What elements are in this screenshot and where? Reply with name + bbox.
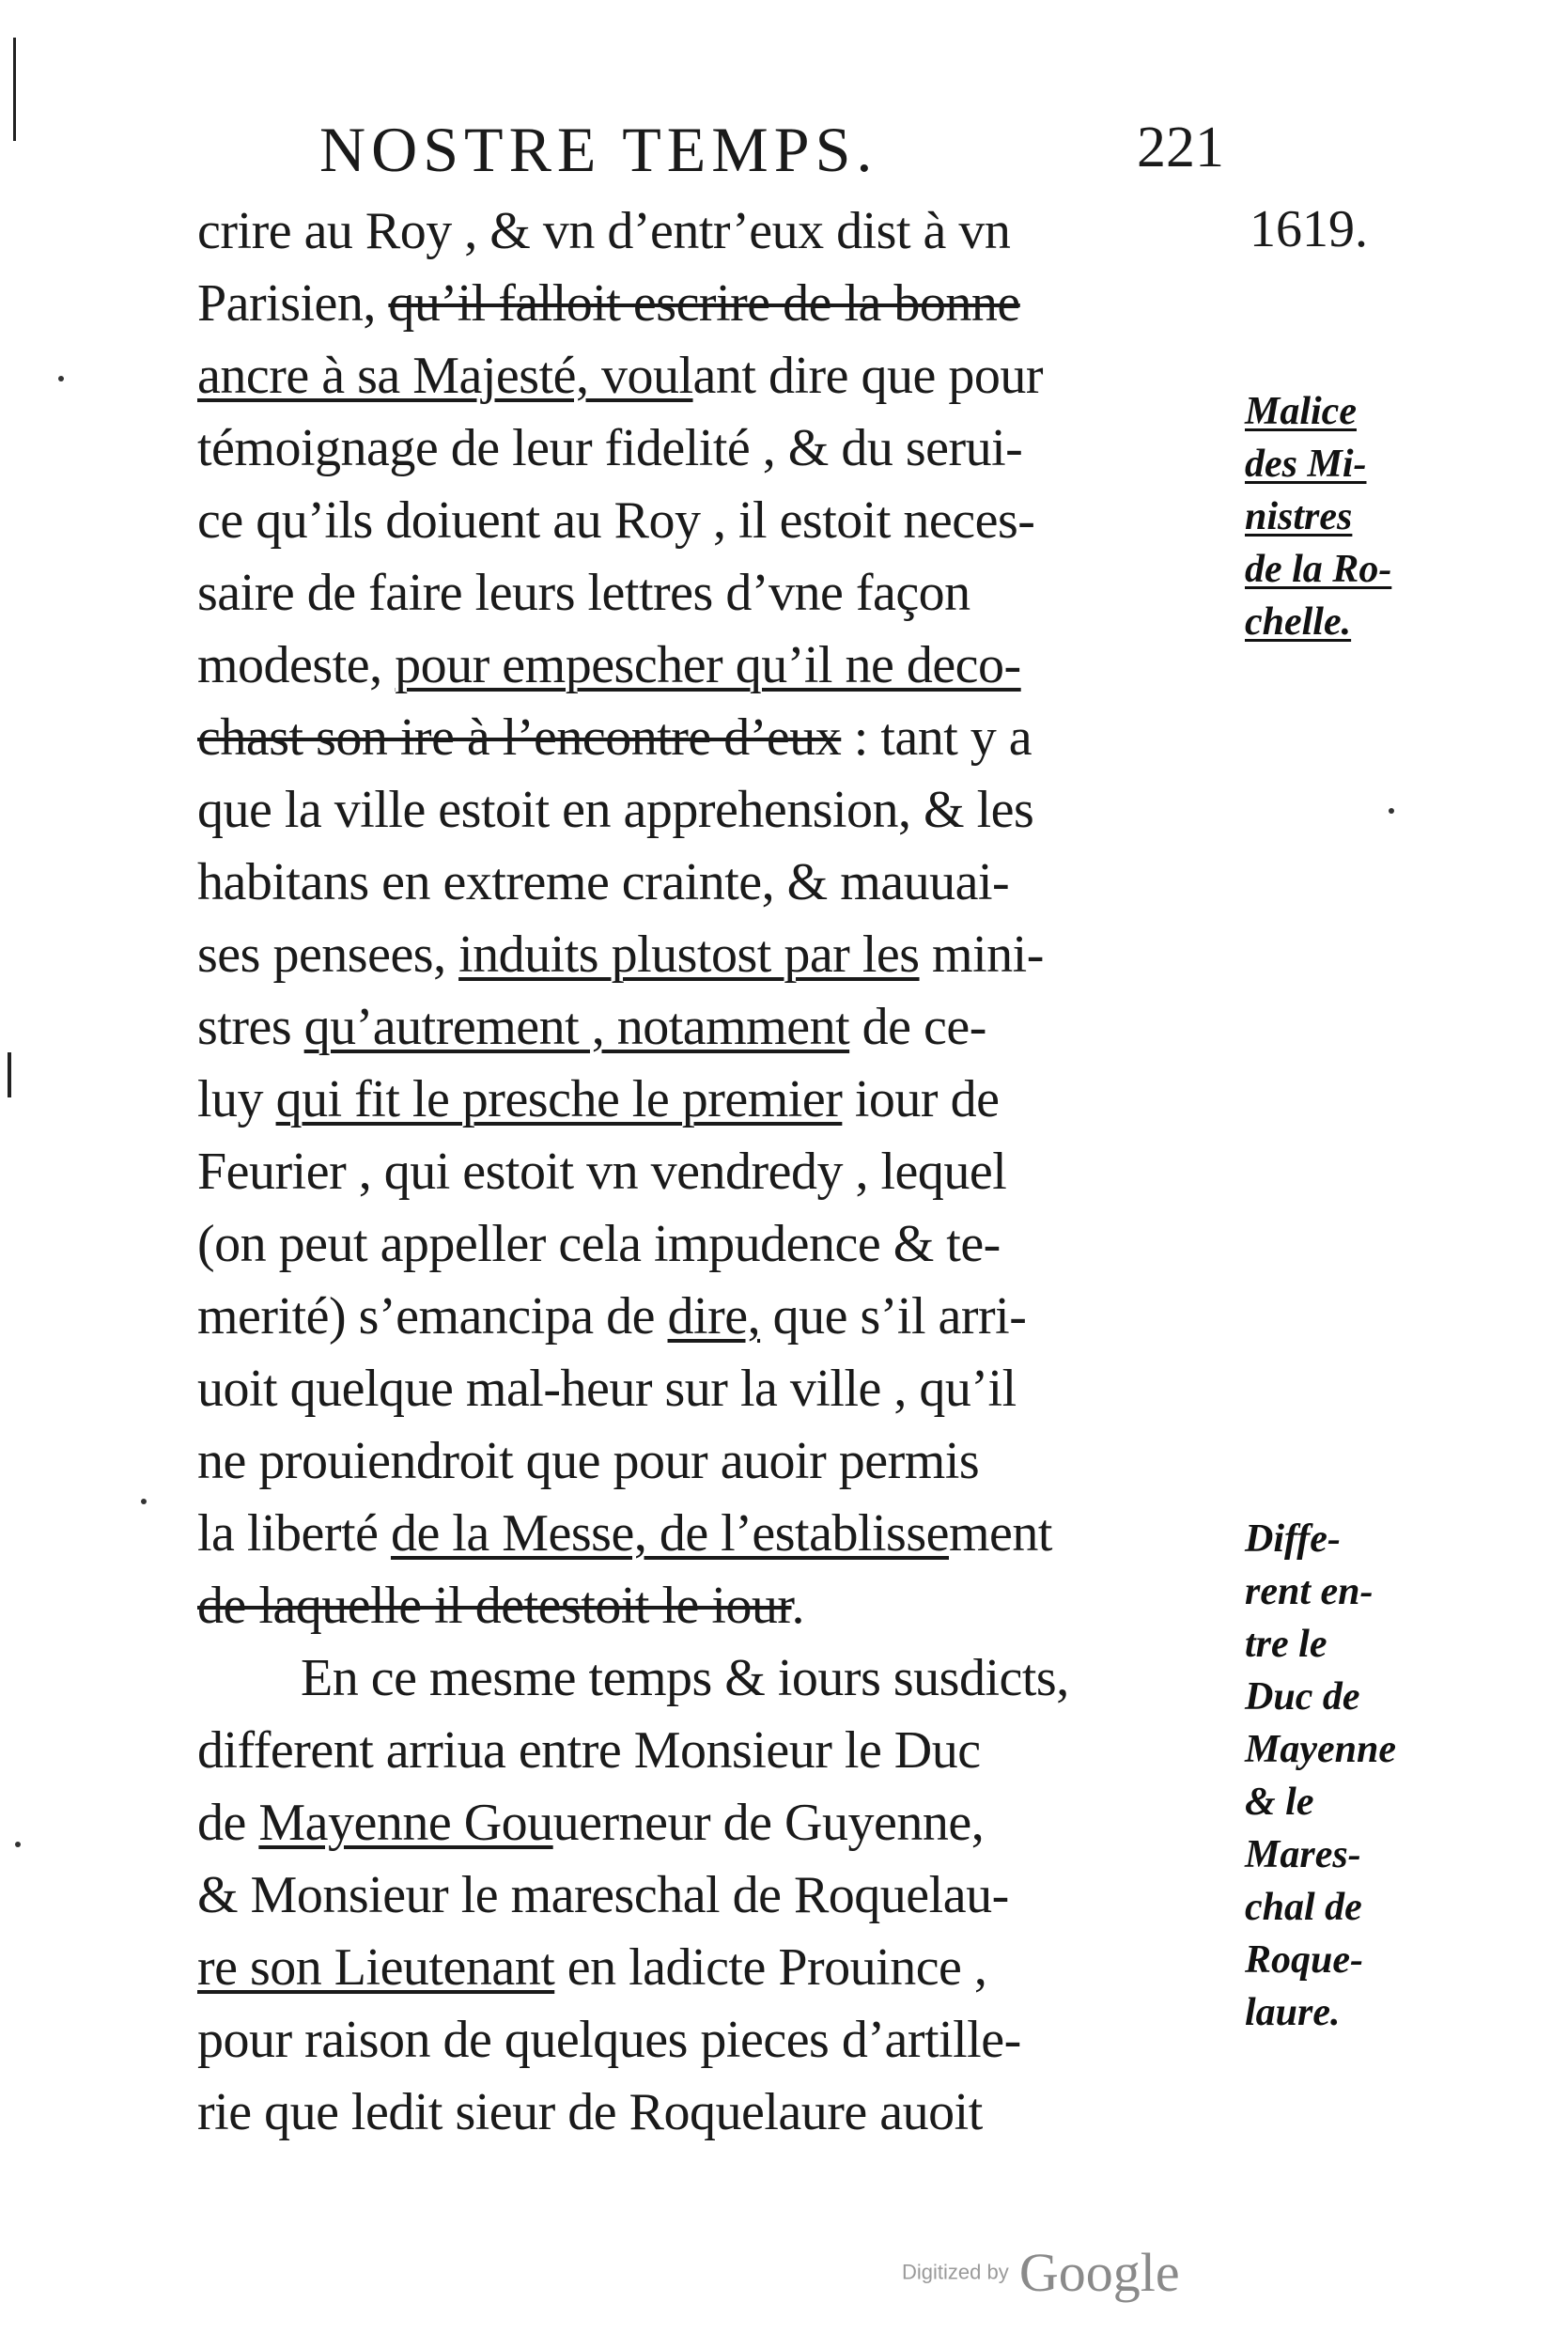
text-line xyxy=(197,1281,1259,1353)
text-segment: ment xyxy=(949,1504,1052,1563)
margin-note-different xyxy=(1245,1513,1470,2039)
text-line xyxy=(197,1208,1259,1281)
scan-speck xyxy=(1389,808,1394,814)
underlined-passage: ancre à sa Majesté, voul xyxy=(197,347,693,405)
text-segment: que la ville estoit en apprehension, & les xyxy=(197,781,1034,839)
underlined-passage: dire, xyxy=(667,1287,761,1346)
text-segment: . xyxy=(791,1577,804,1635)
running-title: NOSTRE TEMPS. xyxy=(319,114,878,185)
underlined-passage: pour empescher qu’il ne deco- xyxy=(395,636,1021,694)
scan-speck xyxy=(141,1499,147,1504)
margin-note-line: Diffe- xyxy=(1245,1517,1341,1561)
margin-note-line: chelle. xyxy=(1245,600,1352,644)
text-segment: different arriua entre Monsieur le Duc xyxy=(197,1721,981,1780)
text-line xyxy=(197,1715,1259,1787)
margin-note-line: Malice xyxy=(1245,390,1357,433)
margin-note-line: Roque- xyxy=(1245,1938,1363,1982)
page-header xyxy=(319,113,1231,197)
text-segment: en ladicte Prouince , xyxy=(554,1938,987,1997)
text-segment: En ce mesme temps & iours susdicts, xyxy=(301,1649,1069,1707)
text-segment: ne prouiendroit que pour auoir permis xyxy=(197,1432,980,1490)
google-logo: Google xyxy=(1018,2242,1180,2303)
text-line xyxy=(197,412,1259,485)
margin-note-line: Mares- xyxy=(1245,1833,1361,1876)
text-segment: mini- xyxy=(919,926,1044,984)
digitized-watermark xyxy=(902,2241,1180,2304)
underlined-passage: qui fit le presche le premier xyxy=(275,1070,843,1128)
text-segment: stres xyxy=(197,998,304,1056)
margin-note-line: laure. xyxy=(1245,1991,1341,2034)
text-segment: ant dire que pour xyxy=(692,347,1044,405)
margin-note-line: nistres xyxy=(1245,495,1353,538)
text-segment: modeste, xyxy=(197,636,396,694)
scan-speck xyxy=(15,1842,21,1847)
margin-note-line: & le xyxy=(1245,1781,1314,1824)
text-segment: merité) s’emancipa de xyxy=(197,1287,668,1346)
text-line xyxy=(197,1787,1259,1859)
margin-note-line: de la Ro- xyxy=(1245,548,1392,591)
text-segment: : tant y a xyxy=(841,708,1032,767)
text-segment: la liberté xyxy=(197,1504,391,1563)
text-line xyxy=(197,1570,1259,1642)
text-line xyxy=(197,702,1259,774)
underlined-passage: re son Lieutenant xyxy=(197,1938,555,1997)
text-line xyxy=(197,2004,1259,2077)
underlined-passage: qu’autrement , notamment xyxy=(303,998,850,1056)
page-number: 221 xyxy=(1137,116,1224,179)
text-line xyxy=(197,847,1259,919)
text-line xyxy=(197,485,1259,557)
text-line xyxy=(197,1642,1259,1715)
text-line xyxy=(197,630,1259,702)
scan-speck xyxy=(58,376,64,381)
text-line xyxy=(197,1932,1259,2004)
body-text xyxy=(197,195,1259,2149)
margin-note-line: tre le xyxy=(1245,1623,1327,1666)
margin-note-line: chal de xyxy=(1245,1886,1362,1929)
struck-passage: chast son ire à l’encontre d’eux xyxy=(197,708,842,767)
text-segment: iour de xyxy=(842,1070,1000,1128)
text-line xyxy=(197,195,1259,268)
text-segment: que s’il arri- xyxy=(760,1287,1027,1346)
margin-note-line: Duc de xyxy=(1245,1675,1360,1719)
text-segment: pour raison de quelques pieces d’artille- xyxy=(197,2011,1021,2069)
text-segment: rie que ledit sieur de Roquelaure auoit xyxy=(197,2083,983,2141)
text-segment: crire au Roy , & vn d’entr’eux dist à vn xyxy=(197,202,1011,260)
text-line xyxy=(197,991,1259,1064)
text-segment: (on peut appeller cela impudence & te- xyxy=(197,1215,1001,1273)
margin-note-line: Mayenne xyxy=(1245,1728,1396,1771)
struck-passage: qu’il falloit escrire de la bonne xyxy=(388,274,1020,333)
text-line xyxy=(197,1353,1259,1425)
text-line xyxy=(197,1425,1259,1498)
text-segment: luy xyxy=(197,1070,276,1128)
underlined-passage: induits plustost par les xyxy=(458,926,920,984)
text-segment: uerneur de Guyenne, xyxy=(552,1794,985,1852)
text-segment: Parisien, xyxy=(197,274,389,333)
margin-year: 1619. xyxy=(1250,200,1368,258)
text-line xyxy=(197,1136,1259,1208)
text-line xyxy=(197,1064,1259,1136)
digitized-label: Digitized by xyxy=(902,2260,1009,2284)
text-segment: habitans en extreme crainte, & mauuai- xyxy=(197,853,1010,911)
text-line xyxy=(197,1859,1259,1932)
margin-note-line: rent en- xyxy=(1245,1570,1374,1613)
text-line xyxy=(197,268,1259,340)
underlined-passage: Mayenne Gou xyxy=(258,1794,553,1852)
scan-edge-mark xyxy=(8,1052,11,1097)
text-line xyxy=(197,2077,1259,2149)
scan-edge-mark xyxy=(13,38,16,141)
text-segment: ses pensees, xyxy=(197,926,459,984)
text-segment: ce qu’ils doiuent au Roy , il estoit neces- xyxy=(197,491,1035,550)
text-segment: & Monsieur le mareschal de Roquelau- xyxy=(197,1866,1009,1924)
text-segment: saire de faire leurs lettres d’vne façon xyxy=(197,564,970,622)
text-segment: uoit quelque mal-heur sur la ville , qu’il xyxy=(197,1360,1017,1418)
struck-passage: de laquelle il detestoit le iour xyxy=(197,1577,792,1635)
text-line xyxy=(197,1498,1259,1570)
text-line xyxy=(197,774,1259,847)
text-line xyxy=(197,340,1259,412)
text-line xyxy=(197,557,1259,630)
text-segment: de xyxy=(197,1794,259,1852)
text-line xyxy=(197,919,1259,991)
margin-note-line: des Mi- xyxy=(1245,443,1367,486)
margin-note-malice xyxy=(1245,385,1470,648)
text-segment: témoignage de leur fidelité , & du serui- xyxy=(197,419,1023,477)
text-segment: de ce- xyxy=(849,998,986,1056)
underlined-passage: de la Messe, de l’establisse xyxy=(390,1504,949,1563)
text-segment: Feurier , qui estoit vn vendredy , lequel xyxy=(197,1143,1007,1201)
